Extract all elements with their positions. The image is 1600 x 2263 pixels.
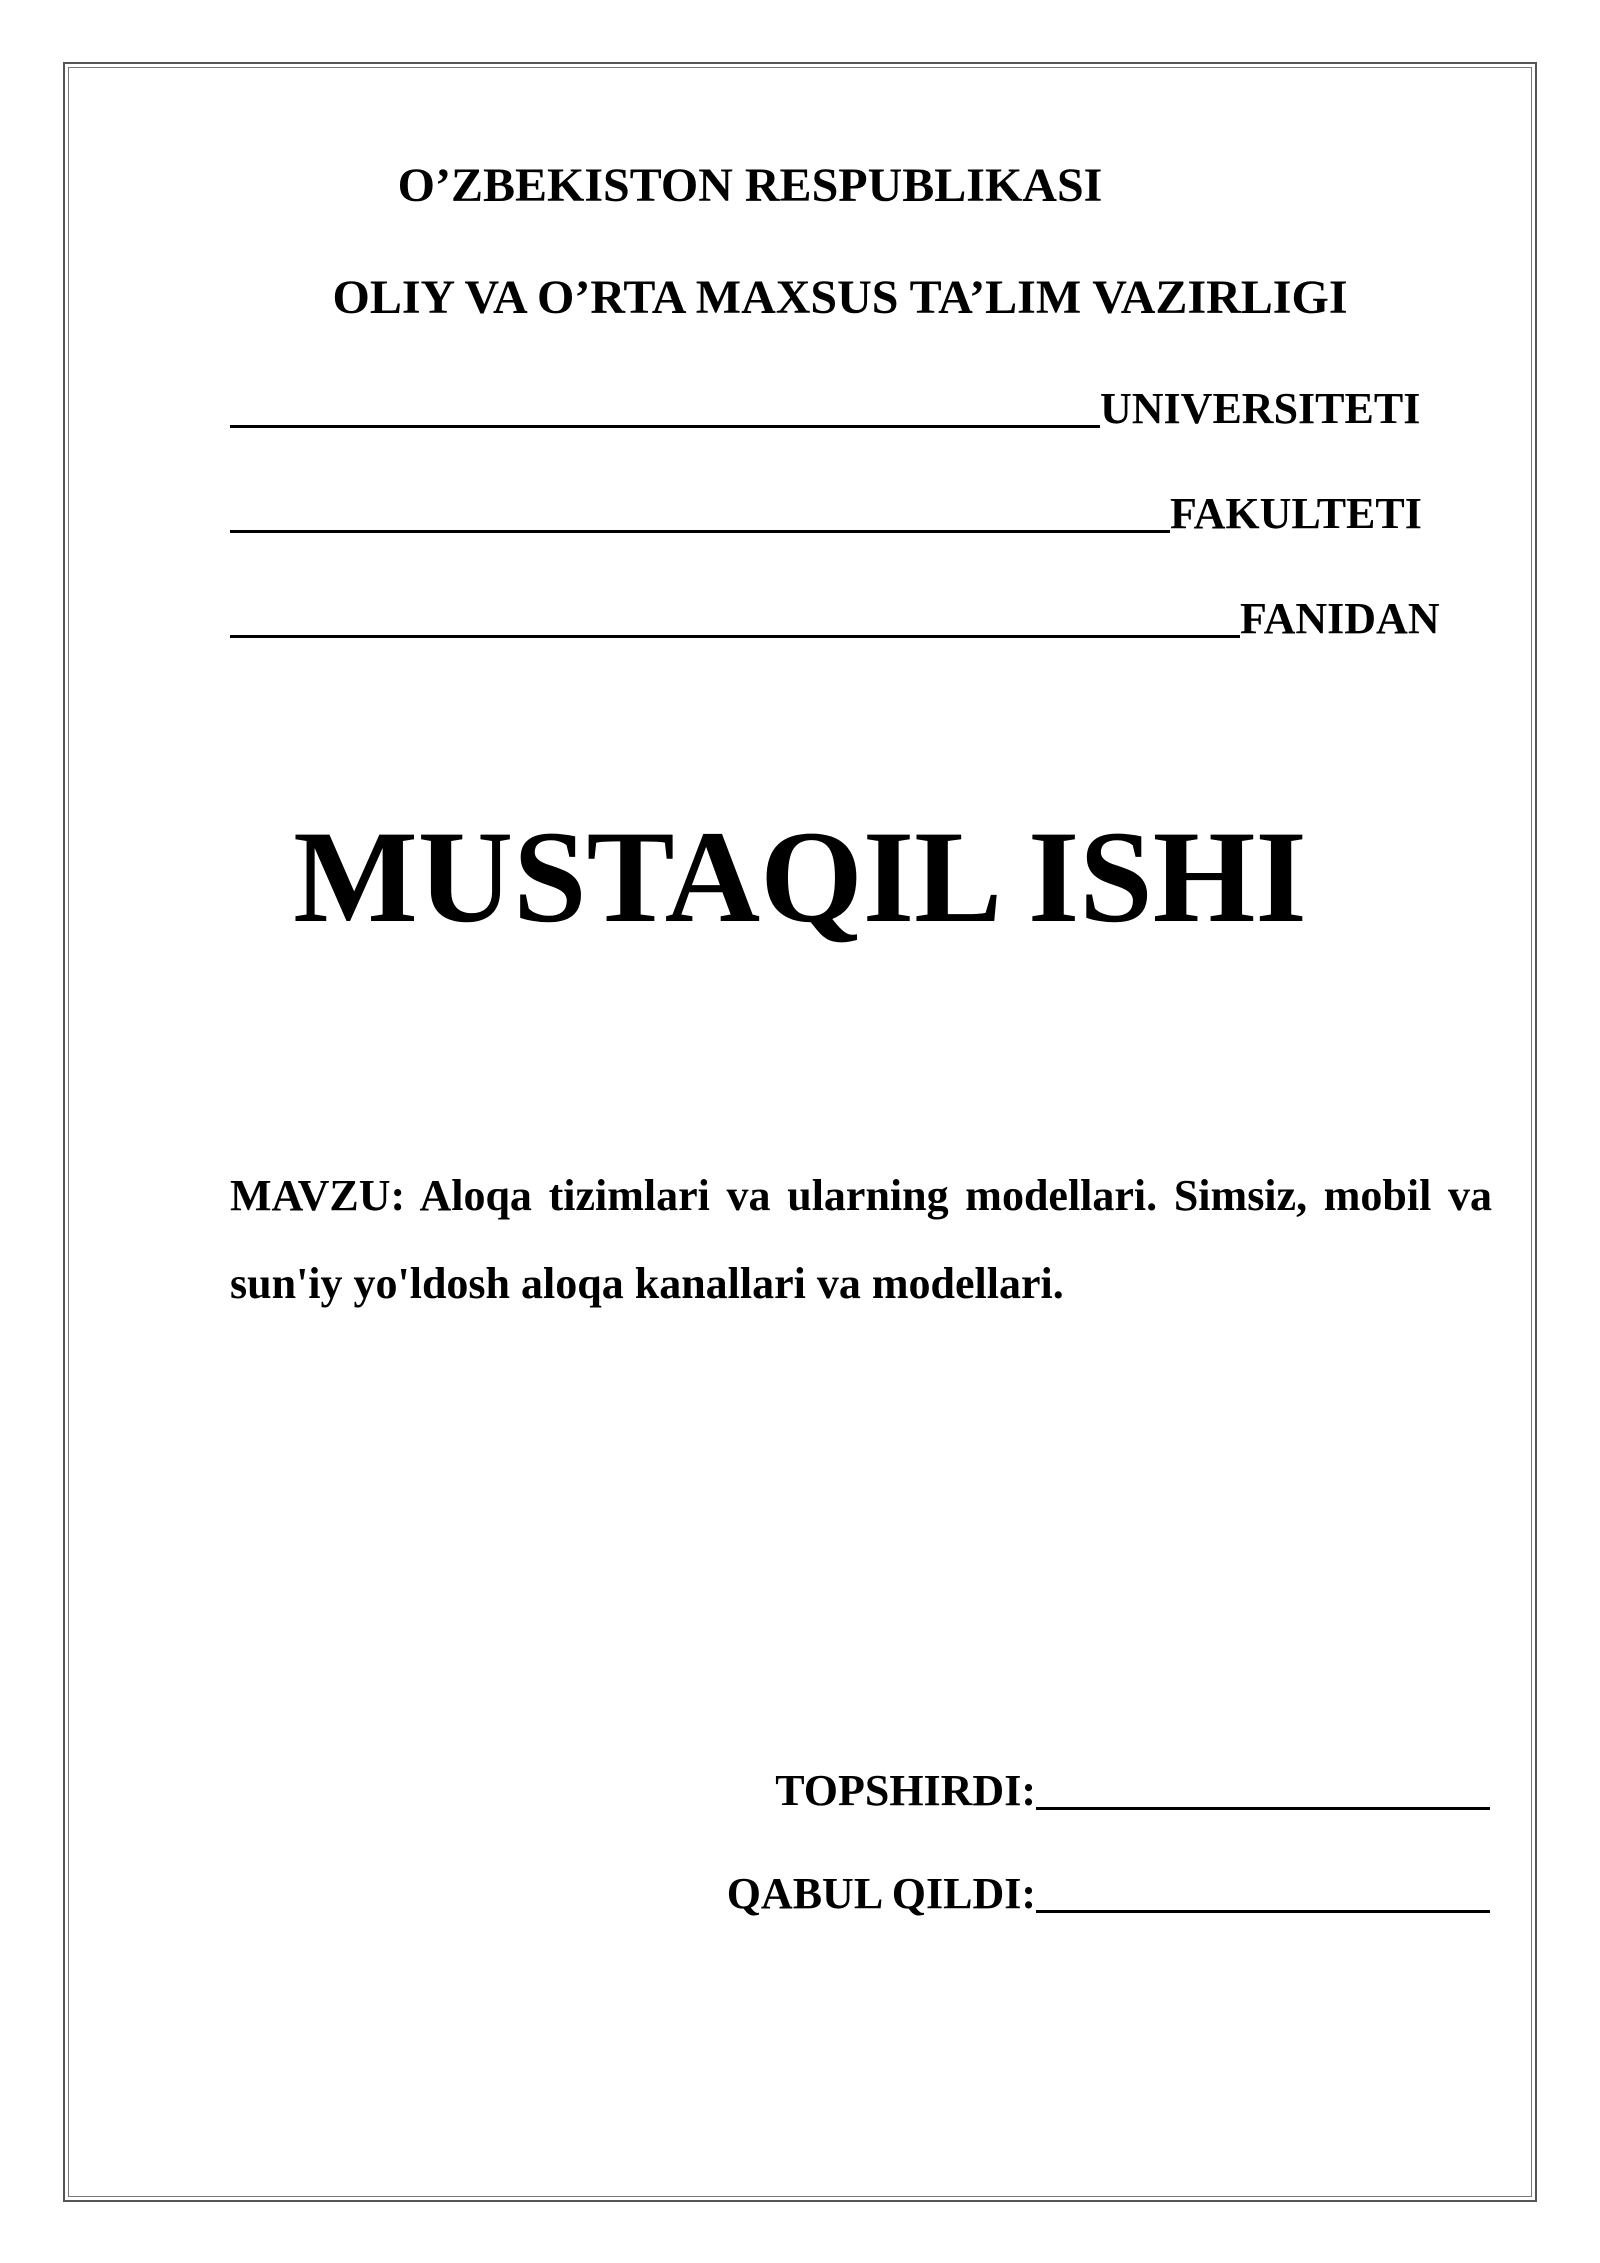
- accepted-field: [727, 1868, 1490, 1919]
- faculty-blank: [230, 530, 1170, 533]
- accepted-blank: [1036, 1910, 1490, 1913]
- accepted-label: QABUL QILDI:: [726, 1869, 1036, 1918]
- faculty-label: FAKULTETI: [1170, 489, 1422, 538]
- submitted-label: TOPSHIRDI:: [775, 1766, 1036, 1815]
- university-blank: [230, 425, 1100, 428]
- faculty-field: [230, 488, 1422, 539]
- subject-field: [230, 593, 1440, 644]
- subject-blank: [230, 635, 1240, 638]
- submitted-blank: [1036, 1807, 1490, 1810]
- university-field: [230, 383, 1420, 434]
- header-ministry: OLIY VA O’RTA MAXSUS TA’LIM VAZIRLIGI: [332, 271, 1348, 324]
- topic-text: Aloqa tizimlari va ularning modellari. Simsiz, mobil va sun'iy yo'ldosh aloqa kanallari va modellari.: [230, 1171, 1492, 1308]
- subject-label: FANIDAN: [1240, 594, 1440, 643]
- submitted-field: [775, 1765, 1490, 1816]
- topic-prefix: MAVZU:: [230, 1171, 406, 1220]
- document-title: MUSTAQIL ISHI: [293, 803, 1307, 950]
- header-republic: O’ZBEKISTON RESPUBLIKASI: [397, 159, 1103, 212]
- university-label: UNIVERSITETI: [1100, 384, 1421, 433]
- topic-block: [230, 1152, 1492, 1328]
